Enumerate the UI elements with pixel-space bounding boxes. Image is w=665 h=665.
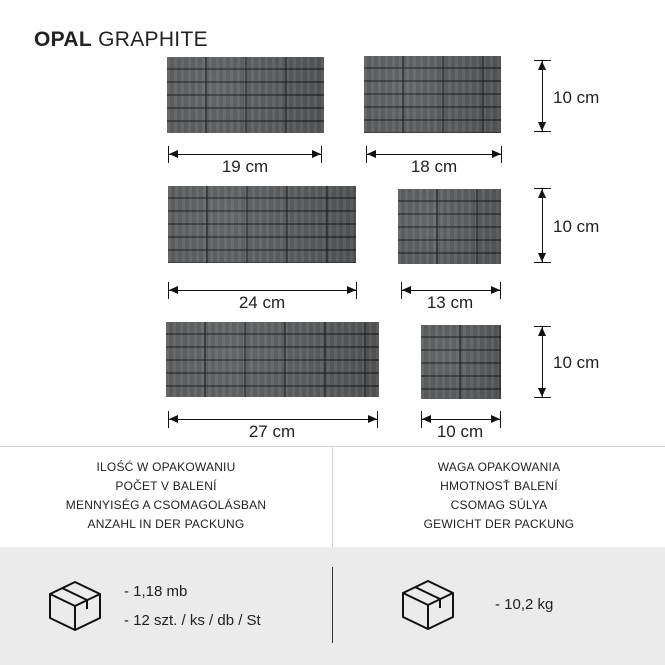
quantity-pieces: - 12 szt. / ks / db / St: [124, 612, 261, 629]
footer-divider: [332, 567, 333, 643]
footer-panel: [0, 547, 665, 665]
height-label-row1: 10 cm: [553, 88, 600, 107]
height-dimension-row3: [542, 326, 543, 398]
quantity-values: [124, 579, 261, 634]
weight-label-hu: CSOMAG SÚLYA: [450, 498, 548, 512]
width-dimension-27cm: [168, 419, 378, 420]
width-label-27cm: 27 cm: [248, 422, 296, 441]
width-dimension-10cm: [421, 419, 501, 420]
quantity-meters: - 1,18 mb: [124, 583, 188, 600]
width-label-18cm: 18 cm: [410, 157, 458, 176]
width-label-24cm: 24 cm: [238, 293, 286, 312]
product-title: [34, 28, 208, 52]
quantity-heading: [0, 458, 332, 534]
quantity-label-sk: POČET V BALENÍ: [115, 479, 217, 493]
model-name: GRAPHITE: [98, 28, 208, 51]
weight-label-sk: HMOTNOSŤ BALENÍ: [440, 479, 558, 493]
width-dimension-13cm: [401, 290, 501, 291]
width-label-19cm: 19 cm: [221, 157, 269, 176]
stone-tile-27cm: [166, 322, 379, 397]
box-icon-weight: [401, 579, 455, 631]
weight-value: - 10,2 kg: [495, 596, 554, 613]
quantity-label-de: ANZAHL IN DER PACKUNG: [87, 517, 245, 531]
quantity-label-pl: ILOŚĆ W OPAKOWANIU: [96, 460, 236, 474]
stone-tile-24cm: [168, 186, 356, 263]
width-label-10cm: 10 cm: [436, 422, 484, 441]
weight-heading: [333, 458, 665, 534]
height-label-row3: 10 cm: [553, 353, 600, 372]
height-dimension-row1: [542, 60, 543, 132]
width-dimension-19cm: [168, 154, 322, 155]
width-dimension-18cm: [366, 154, 502, 155]
weight-label-pl: WAGA OPAKOWANIA: [437, 460, 561, 474]
quantity-label-hu: MENNYISÉG A CSOMAGOLÁSBAN: [65, 498, 267, 512]
stone-tile-10cm: [421, 325, 501, 399]
weight-label-de: GEWICHT DER PACKUNG: [423, 517, 575, 531]
stone-tile-13cm: [398, 189, 501, 264]
width-label-13cm: 13 cm: [426, 293, 474, 312]
stone-tile-18cm: [364, 56, 501, 133]
height-dimension-row2: [542, 188, 543, 263]
width-dimension-24cm: [168, 290, 357, 291]
brand-name: OPAL: [34, 28, 92, 51]
box-icon: [48, 580, 102, 632]
stone-tile-19cm: [167, 57, 324, 133]
height-label-row2: 10 cm: [553, 217, 600, 236]
